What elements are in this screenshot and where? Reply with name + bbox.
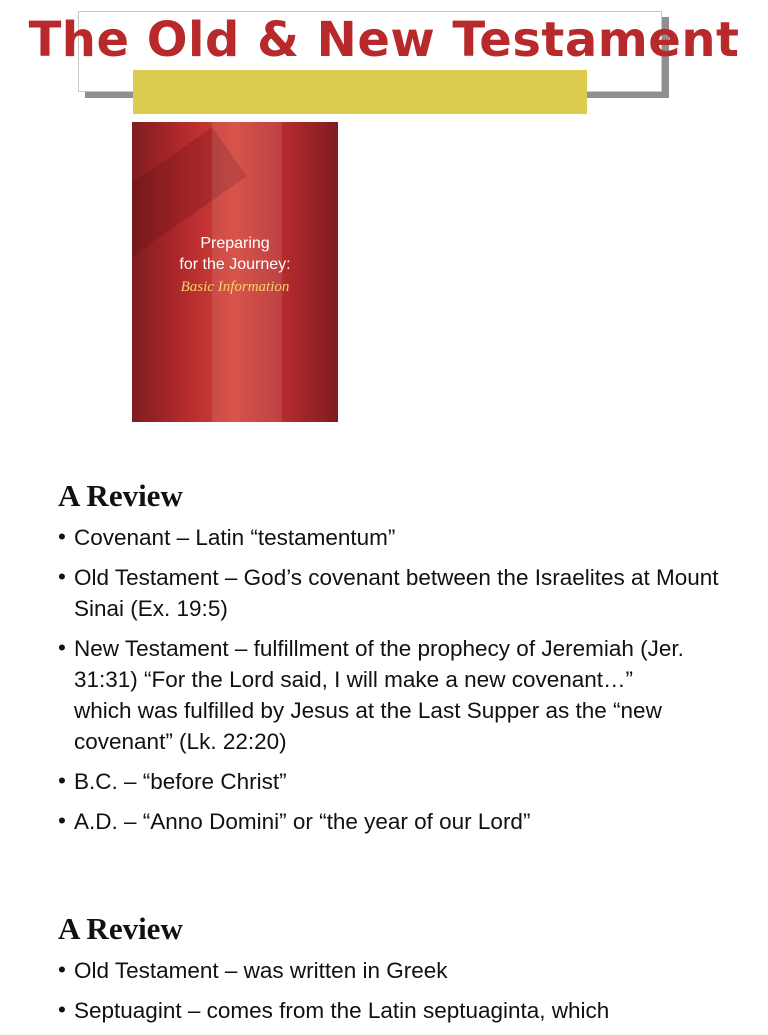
list-item: • Covenant – Latin “testamentum” bbox=[58, 522, 748, 553]
cover-title-line2: for the Journey: bbox=[179, 256, 291, 273]
cover-title-line1: Preparing bbox=[200, 235, 270, 252]
list-item: • New Testament – fulfillment of the prophecy of Jeremiah (Jer. 31:31) “For the Lord said, I will make a new covenant…” which was fulfilled by Jesus at the Last Supper as the “new covenant” (Lk. 22:20) bbox=[58, 633, 748, 757]
list-item: • A.D. – “Anno Domini” or “the year of our Lord” bbox=[58, 806, 748, 837]
book-cover-image bbox=[132, 122, 338, 422]
list-item: • B.C. – “before Christ” bbox=[58, 766, 748, 797]
bullet-list bbox=[58, 522, 748, 846]
list-item: • Old Testament – God’s covenant between the Israelites at Mount Sinai (Ex. 19:5) bbox=[58, 562, 748, 624]
section-heading: A Review bbox=[58, 478, 183, 513]
cover-subtitle: Basic Information bbox=[180, 279, 290, 295]
page-title: The Old & New Testament bbox=[28, 12, 740, 68]
bullet-list bbox=[58, 955, 748, 1035]
section-heading: A Review bbox=[58, 911, 183, 946]
list-item: • Septuagint – comes from the Latin septuaginta, which bbox=[58, 995, 748, 1026]
list-item: • Old Testament – was written in Greek bbox=[58, 955, 748, 986]
gold-accent-bar bbox=[133, 70, 587, 114]
